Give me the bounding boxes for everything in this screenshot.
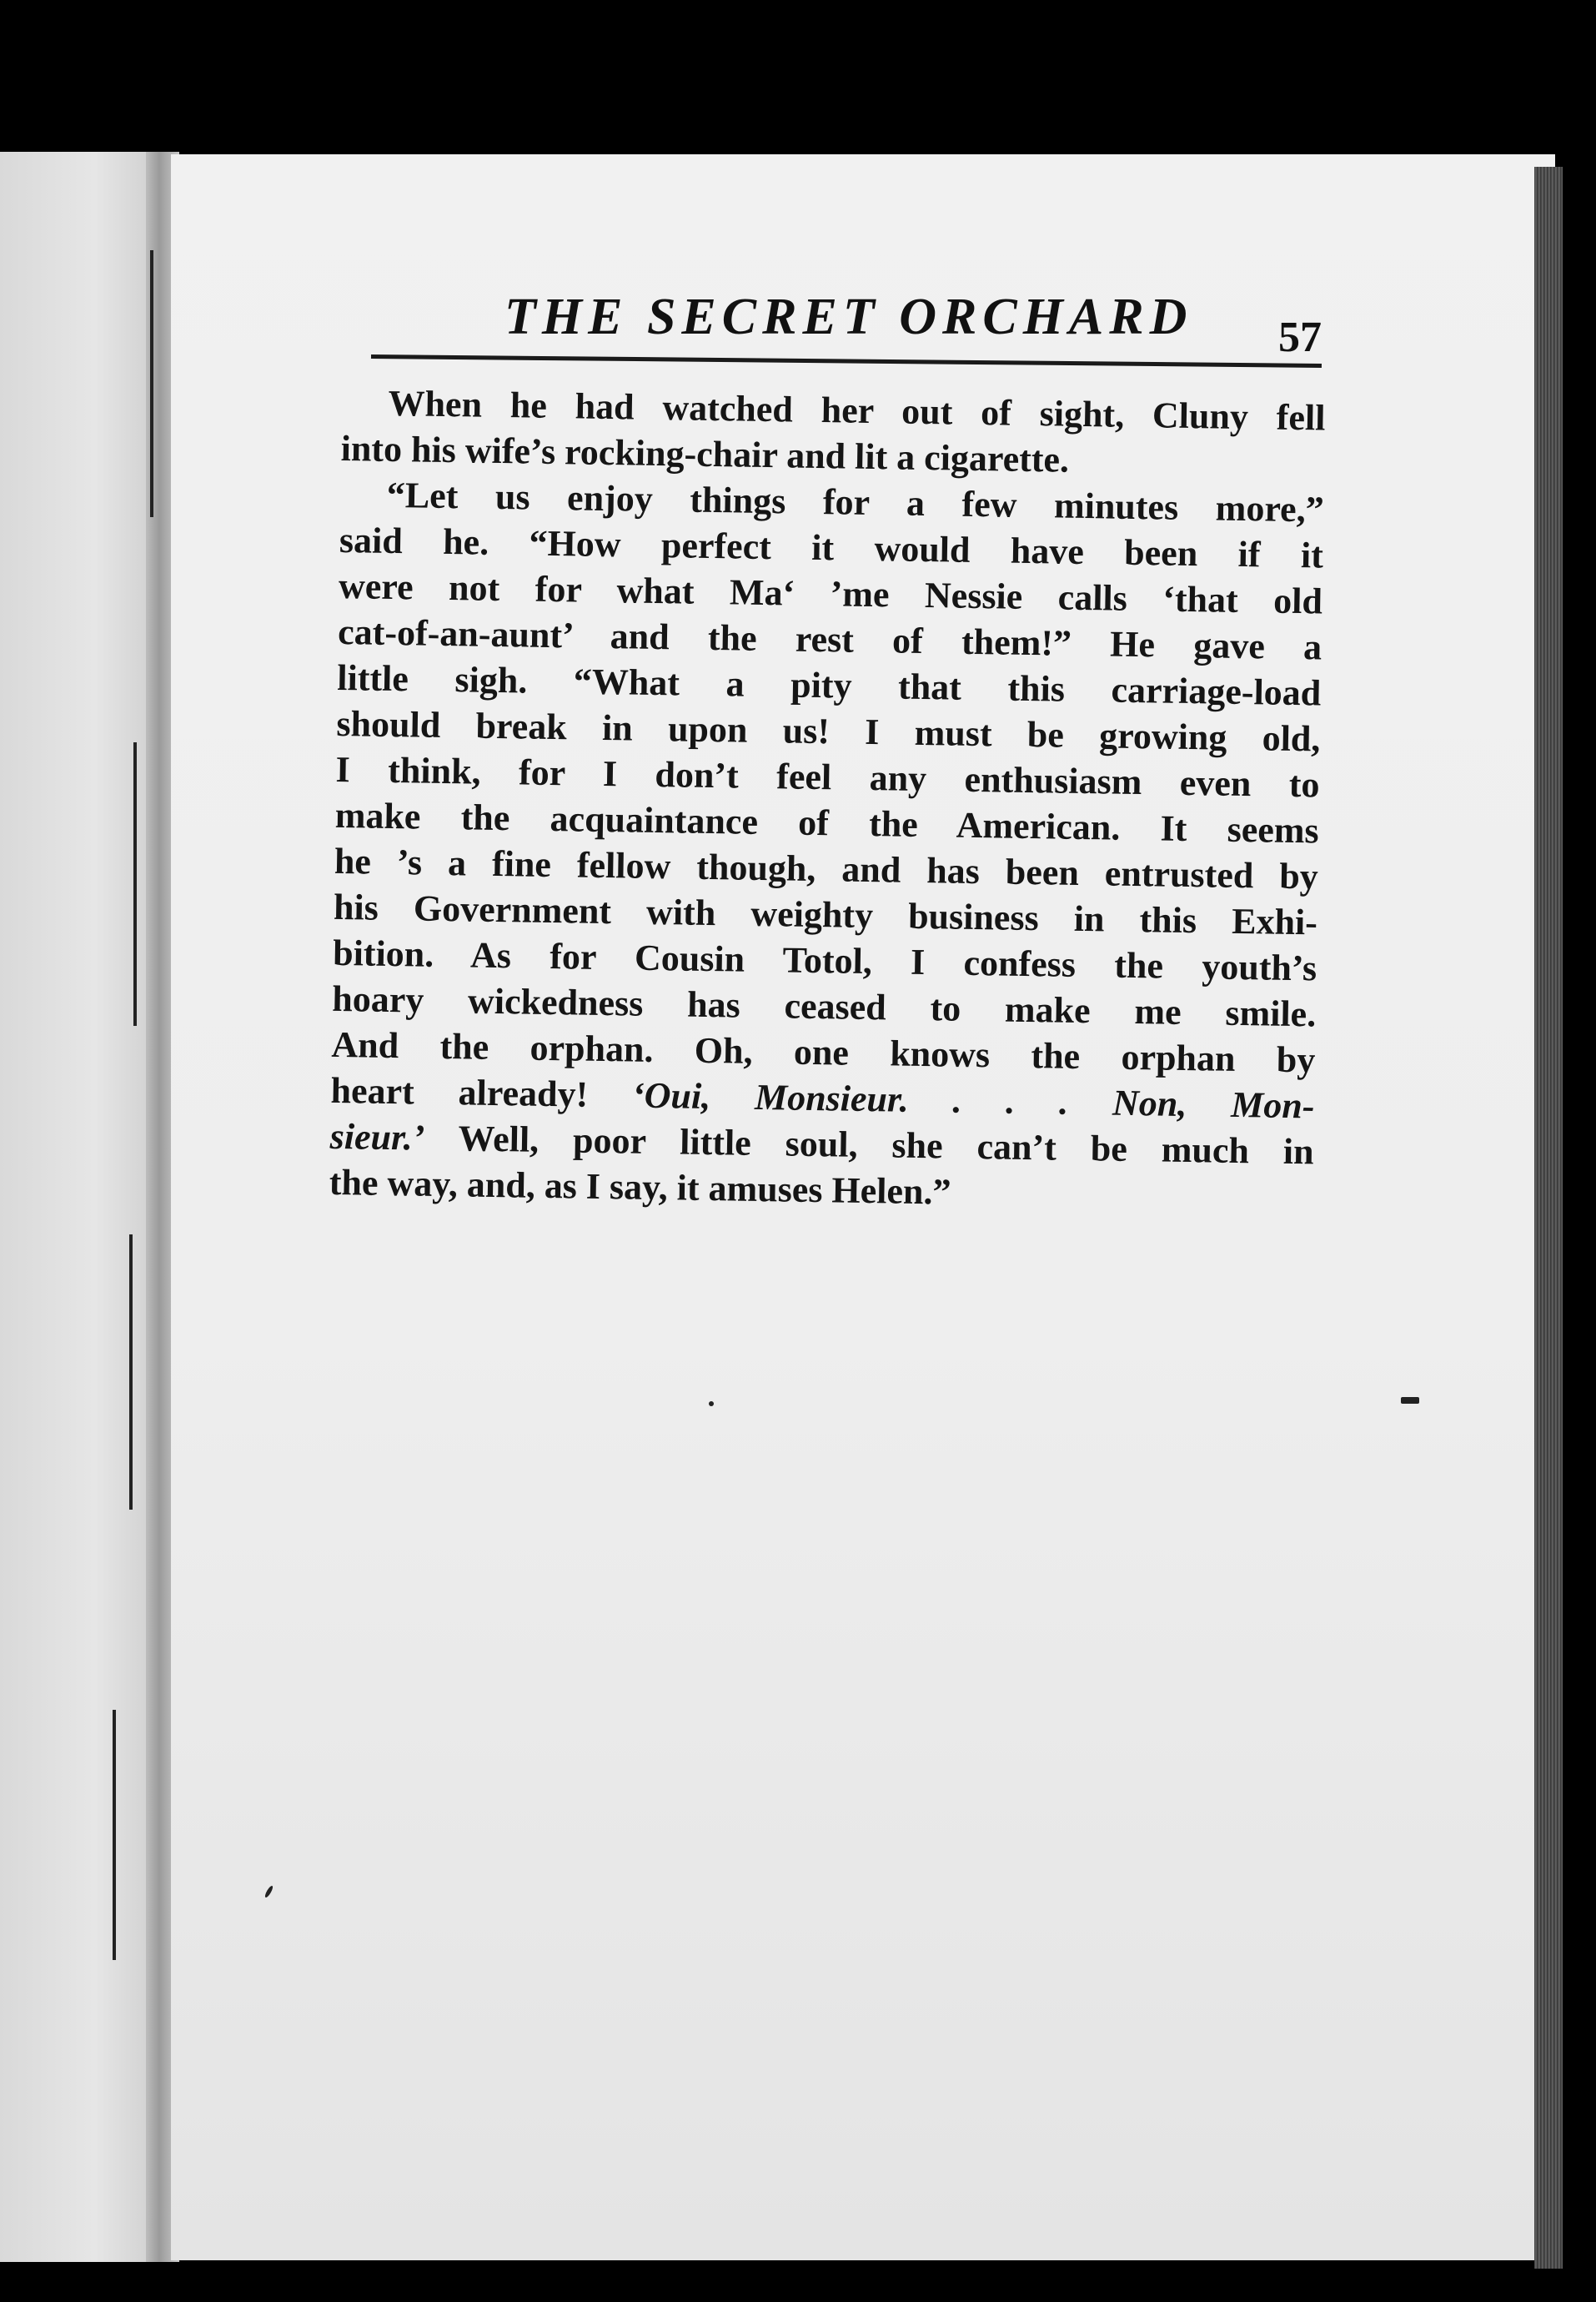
text-line-content: bition. As for Cousin Totol, I confess the youth’s [332,932,1317,989]
gutter-shadow-mark [129,1234,133,1510]
text-line-content: And the orphan. Oh, one knows the orphan by [331,1023,1316,1081]
facing-page-edge [0,152,158,2262]
text-line-content: I think, for I don’t feel any enthusiasm even to [335,748,1320,806]
italic-quote: ‘Oui, Monsieur. . . . Non, Mon- [631,1074,1315,1127]
italic-quote: sieur.’ [329,1115,425,1159]
running-title: THE SECRET ORCHARD [504,289,1193,345]
text-line-content: said he. “How perfect it would have been if it [339,519,1324,576]
text-line-content: his Government with weighty business in this Exhi- [333,886,1318,943]
text-line-content: “Let us enjoy things for a few minutes more,” [386,474,1325,530]
dust-speck [1401,1397,1419,1404]
text-line-content: into his wife’s rocking-chair and lit a cigarette. [340,427,1070,480]
text-line-content: When he had watched her out of sight, Cluny fell [388,382,1326,439]
text-line-content: cat-of-an-aunt’ and the rest of them!” He gave a [337,611,1322,668]
page-header [371,288,1322,361]
text-line-content: hoary wickedness has ceased to make me smile. [331,978,1317,1035]
page-fore-edge [1534,167,1563,2269]
text-line-content: little sigh. “What a pity that this carriage-load [336,656,1322,714]
text-line-content: Well, poor little soul, she can’t be much in [424,1117,1314,1173]
body-text [329,379,1325,1220]
text-line-content: the way, and, as I say, it amuses Helen.” [329,1161,951,1213]
text-line-content: he ’s a fine fellow though, and has been entrusted by [334,840,1319,897]
gutter-shadow-mark [113,1710,116,1960]
page-number: 57 [1278,314,1322,361]
dust-speck [709,1401,714,1406]
gutter-shadow-mark [133,742,137,1026]
text-line-content: were not for what Ma‘ ’me Nessie calls ‘that old [338,565,1323,622]
text-line-content: heart already! [330,1069,633,1116]
text-line-content: make the acquaintance of the American. It seems [334,794,1320,852]
text-line-content: should break in upon us! I must be growing old, [336,702,1321,760]
gutter-shadow-mark [150,250,153,517]
